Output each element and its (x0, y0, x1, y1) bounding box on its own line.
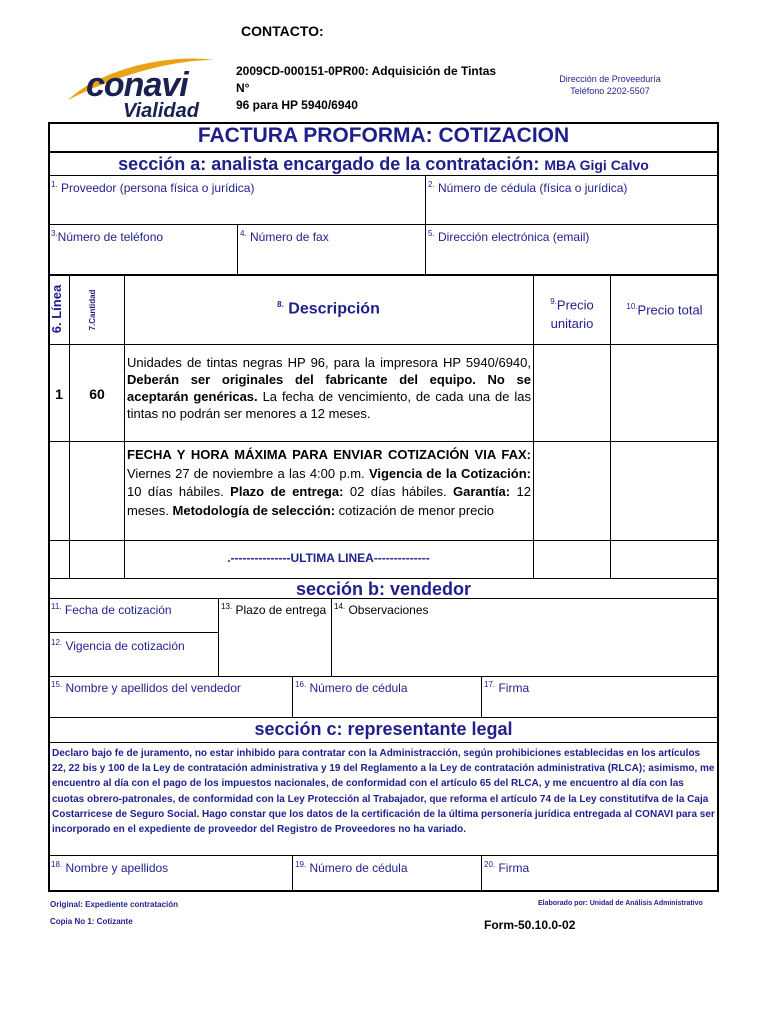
field-firma-representante[interactable]: $^{20.}$ Firma (484, 860, 530, 875)
divider (48, 151, 719, 153)
field-observaciones[interactable]: $^{14.}$ Observaciones (334, 602, 429, 617)
divider (292, 676, 293, 717)
divider (218, 598, 219, 676)
divider (237, 224, 238, 275)
field-nombre-vendedor[interactable]: $^{15.}$ Nombre y apellidos del vendedor (51, 680, 241, 695)
department-info: Dirección de Proveeduría Teléfono 2202-5507 (559, 74, 661, 96)
field-email[interactable]: $^{5.}$ Dirección electrónica (email) (428, 229, 590, 244)
divider (124, 274, 125, 578)
field-firma-vendedor[interactable]: $^{17.}$ Firma (484, 680, 530, 695)
col-header-precio-unitario: $^{9.}$Precio unitario (550, 297, 594, 332)
divider (48, 717, 719, 718)
field-proveedor[interactable]: $^{1.}$ Proveedor (persona física o jurídica) (51, 180, 255, 195)
divider (48, 742, 719, 743)
col-header-precio-total: $^{10.}$Precio total (626, 302, 703, 318)
divider (48, 224, 719, 225)
footer-elaborado: Elaborado por: Unidad de Análisis Administrativo (538, 900, 703, 907)
divider (481, 855, 482, 892)
field-telefono[interactable]: $^{3.}$Número de teléfono (51, 229, 164, 244)
divider (48, 441, 719, 442)
section-c-title: sección c: representante legal (254, 719, 513, 739)
process-title: 2009CD-000151-0PR00: Adquisición de Tintas N° 96 para HP 5940/6940 (236, 64, 497, 112)
row1-cantidad: 60 (89, 386, 105, 402)
divider (48, 855, 719, 856)
declaration-text: Declaro bajo fe de juramento, no estar inhibido para contratar con la Administracción, según prohibiciones establecidas en los artículos 22, 22 bis y 100 de la Ley de contratación administrativa y 19 del Reglamento a la Ley de contratación administrativa (RLCA); asimismo, me encuentro al día con el pago de los impuestos nacionales, de conformidad con el artículo 65 del RLCA, y me encuentro al día con las cuotas obrero-patronales, de conformidad con la Ley Protección al Trabajador, que reforma el artículo 74 de la Ley constitutifva de la Caja Costarricese de Seguro Social. Hago constar que los datos de la certificación de la última personería jurídica entregada al CONAVI para ser incorporado en el expediente de proveedor del Registro de Proveedores no ha variado. (52, 748, 715, 836)
divider (48, 540, 719, 541)
analyst-name: MBA Gigi Calvo (544, 157, 649, 173)
divider (48, 344, 719, 345)
ultima-linea: .---------------ULTIMA LINEA-------------- (227, 551, 430, 565)
divider (425, 175, 426, 275)
logo-conavi: conavi (86, 66, 188, 104)
divider (481, 676, 482, 717)
divider (610, 274, 611, 578)
form-title: FACTURA PROFORMA: COTIZACION (197, 124, 570, 147)
col-header-cantidad: 7.Cantidad (88, 289, 97, 331)
section-a-title: sección a: analista encargado de la contratación: MBA Gigi Calvo (118, 154, 649, 174)
divider (48, 632, 218, 633)
field-fax[interactable]: $^{4.}$ Número de fax (240, 229, 329, 244)
divider (48, 274, 719, 276)
divider (292, 855, 293, 892)
section-b-title: sección b: vendedor (295, 579, 472, 599)
field-cedula-representante[interactable]: $^{19.}$ Número de cédula (295, 860, 408, 875)
row1-descripcion: Unidades de tintas negras HP 96, para la impresora HP 5940/6940, Deberán ser originales del fabricante del equipo. No se aceptarán genéricas. La fecha de vencimiento, de cada una de las tintas no podrán ser menores a 12 meses. (127, 355, 531, 421)
field-cedula-proveedor[interactable]: $^{2.}$ Número de cédula (física o jurídica) (428, 180, 628, 195)
logo-vialidad: Vialidad (123, 100, 199, 122)
row1-linea: 1 (55, 386, 63, 402)
col-header-linea: 6. Línea (49, 284, 64, 334)
footer-copia: Copia No 1: Cotizante (50, 917, 133, 926)
field-nombre-representante[interactable]: $^{18.}$ Nombre y apellidos (51, 860, 169, 875)
form-code: Form-50.10.0-02 (484, 918, 576, 932)
field-plazo-entrega[interactable]: $^{13.}$ Plazo de entrega (221, 602, 327, 617)
footer-original: Original: Expediente contratación (50, 900, 179, 909)
col-header-descripcion: $^{8.}$ Descripción (277, 300, 380, 318)
field-cedula-vendedor[interactable]: $^{16.}$ Número de cédula (295, 680, 408, 695)
field-vigencia-cotizacion[interactable]: $^{12.}$ Vigencia de cotización (51, 638, 185, 653)
divider (331, 598, 332, 676)
divider (69, 274, 70, 578)
conditions-text: FECHA Y HORA MÁXIMA PARA ENVIAR COTIZACIÓN VIA FAX: Viernes 27 de noviembre a las 4:00 p.m. Vigencia de la Cotización: 10 días hábiles. Plazo de entrega: 02 días hábiles. Garantía: 12 meses. Metodología de selección: cotización de menor precio (127, 447, 531, 518)
contact-label: CONTACTO: (241, 23, 324, 39)
field-fecha-cotizacion[interactable]: $^{11.}$ Fecha de cotización (51, 602, 172, 617)
divider (48, 676, 719, 677)
divider (48, 175, 719, 176)
